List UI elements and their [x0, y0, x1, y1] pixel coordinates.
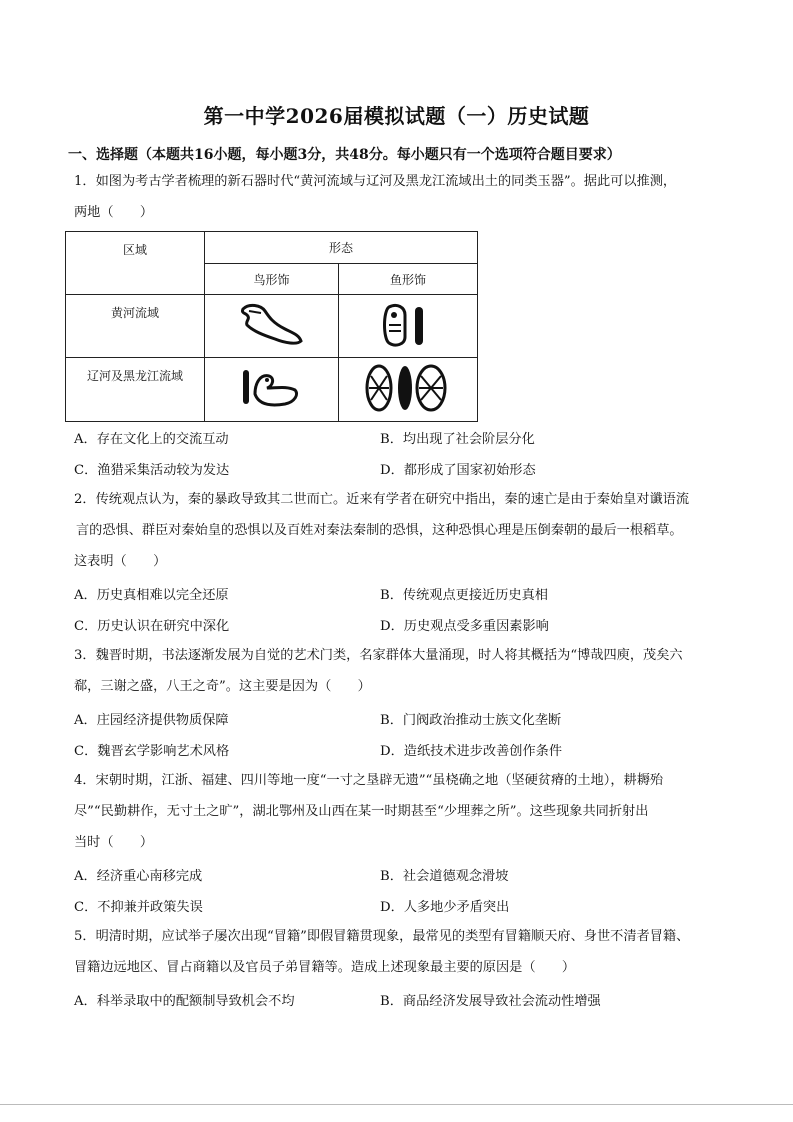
question-3-line-2: 郗，三谢之盛，八王之奇”。这主要是因为（ ） — [74, 679, 371, 694]
question-2-line-1: 2．传统观点认为，秦的暴政导致其二世而亡。近来有学者在研究中指出，秦的速亡是由于秦始皇对谶语流 — [74, 492, 690, 507]
question-4-line-3: 当时（ ） — [74, 835, 154, 850]
question-3-option-a: A．庄园经济提供物质保障 — [74, 713, 229, 728]
question-4-line-2: 尽”“民勤耕作，无寸土之旷”，湖北鄂州及山西在某一时期甚至“少埋葬之所”。这些现象共同折射出 — [74, 804, 649, 819]
question-1-option-c: C．渔猎采集活动较为发达 — [74, 463, 230, 478]
question-2-line-3: 这表明（ ） — [74, 554, 167, 569]
fish-header-cell — [339, 264, 478, 295]
row1-region-cell — [66, 295, 205, 358]
question-4-option-a: A．经济重心南移完成 — [74, 869, 203, 884]
question-3-line-1: 3．魏晋时期，书法逐渐发展为自觉的艺术门类，名家群体大量涌现，时人将其概括为“博哉四庾，茂矣六 — [74, 648, 683, 663]
region-header-cell — [66, 232, 205, 295]
question-2-line-2: 言的恐惧、群臣对秦始皇的恐惧以及百姓对秦法秦制的恐惧，这种恐惧心理是压倒秦朝的最后一根稻草。 — [76, 523, 683, 538]
question-1-option-d: D．都形成了国家初始形态 — [380, 463, 536, 478]
question-2-option-d: D．历史观点受多重因素影响 — [380, 619, 549, 634]
fish-header: 鱼形饰 — [389, 272, 426, 287]
question-4-option-b: B．社会道德观念滑坡 — [380, 869, 509, 884]
bird-header-cell — [205, 264, 339, 295]
row2-region-cell — [66, 358, 205, 422]
question-5-line-1: 5．明清时期，应试举子屡次出现“冒籍”即假冒籍贯现象，最常见的类型有冒籍顺天府、身世不清者冒籍、 — [74, 929, 690, 944]
question-3-option-b: B．门阀政治推动士族文化垄断 — [380, 713, 562, 728]
yellow-river-bird-cell — [205, 295, 339, 358]
question-2-option-b: B．传统观点更接近历史真相 — [380, 588, 548, 603]
jade-bird-ornament-image — [237, 364, 307, 412]
yellow-river-fish-cell — [339, 295, 478, 358]
question-3-option-c: C．魏晋玄学影响艺术风格 — [74, 744, 230, 759]
row1-region: 黄河流域 — [110, 306, 159, 320]
question-5-option-a: A．科举录取中的配额制导致机会不均 — [74, 994, 295, 1009]
form-header: 形态 — [328, 241, 353, 255]
question-1-option-a: A．存在文化上的交流互动 — [74, 432, 229, 447]
question-5-option-b: B．商品经济发展导致社会流动性增强 — [380, 994, 601, 1009]
question-1-option-b: B．均出现了社会阶层分化 — [380, 432, 535, 447]
question-3-option-d: D．造纸技术进步改善创作条件 — [380, 744, 563, 759]
question-4-option-d: D．人多地少矛盾突出 — [380, 900, 510, 915]
row2-region: 辽河及黑龙江流域 — [86, 369, 183, 383]
page-bottom-rule — [0, 1104, 793, 1105]
question-1-line-2: 两地（ ） — [74, 205, 154, 220]
liao-river-fish-cell — [339, 358, 478, 422]
question-4-option-c: C．不抑兼并政策失误 — [74, 900, 203, 915]
question-5-line-2: 冒籍边远地区、冒占商籍以及官员子弟冒籍等。造成上述现象最主要的原因是（ ） — [74, 960, 576, 975]
liao-river-bird-cell — [205, 358, 339, 422]
question-1-line-1: 1．如图为考古学者梳理的新石器时代“黄河流域与辽河及黑龙江流域出土的同类玉器”。据此可以推测， — [74, 174, 677, 189]
region-header: 区域 — [122, 243, 147, 257]
jade-fish-ornament-image — [373, 301, 443, 349]
question-2-option-a: A．历史真相难以完全还原 — [74, 588, 229, 603]
section-heading: 一、选择题（本题共16小题，每小题3分，共48分。每小题只有一个选项符合题目要求） — [68, 147, 621, 163]
jade-bird-ornament-image — [237, 301, 307, 349]
jade-fish-ornament-image — [363, 362, 453, 414]
bird-header: 鸟形饰 — [253, 272, 290, 287]
form-header-cell — [205, 232, 478, 264]
page-title: 第一中学2026届模拟试题（一）历史试题 — [203, 104, 590, 128]
artifact-table — [65, 231, 478, 422]
question-2-option-c: C．历史认识在研究中深化 — [74, 619, 230, 634]
question-4-line-1: 4．宋朝时期，江浙、福建、四川等地一度“一寸之垦辟无遗”“虽桡确之地（坚硬贫瘠的土地），耕耨殆 — [74, 773, 664, 788]
